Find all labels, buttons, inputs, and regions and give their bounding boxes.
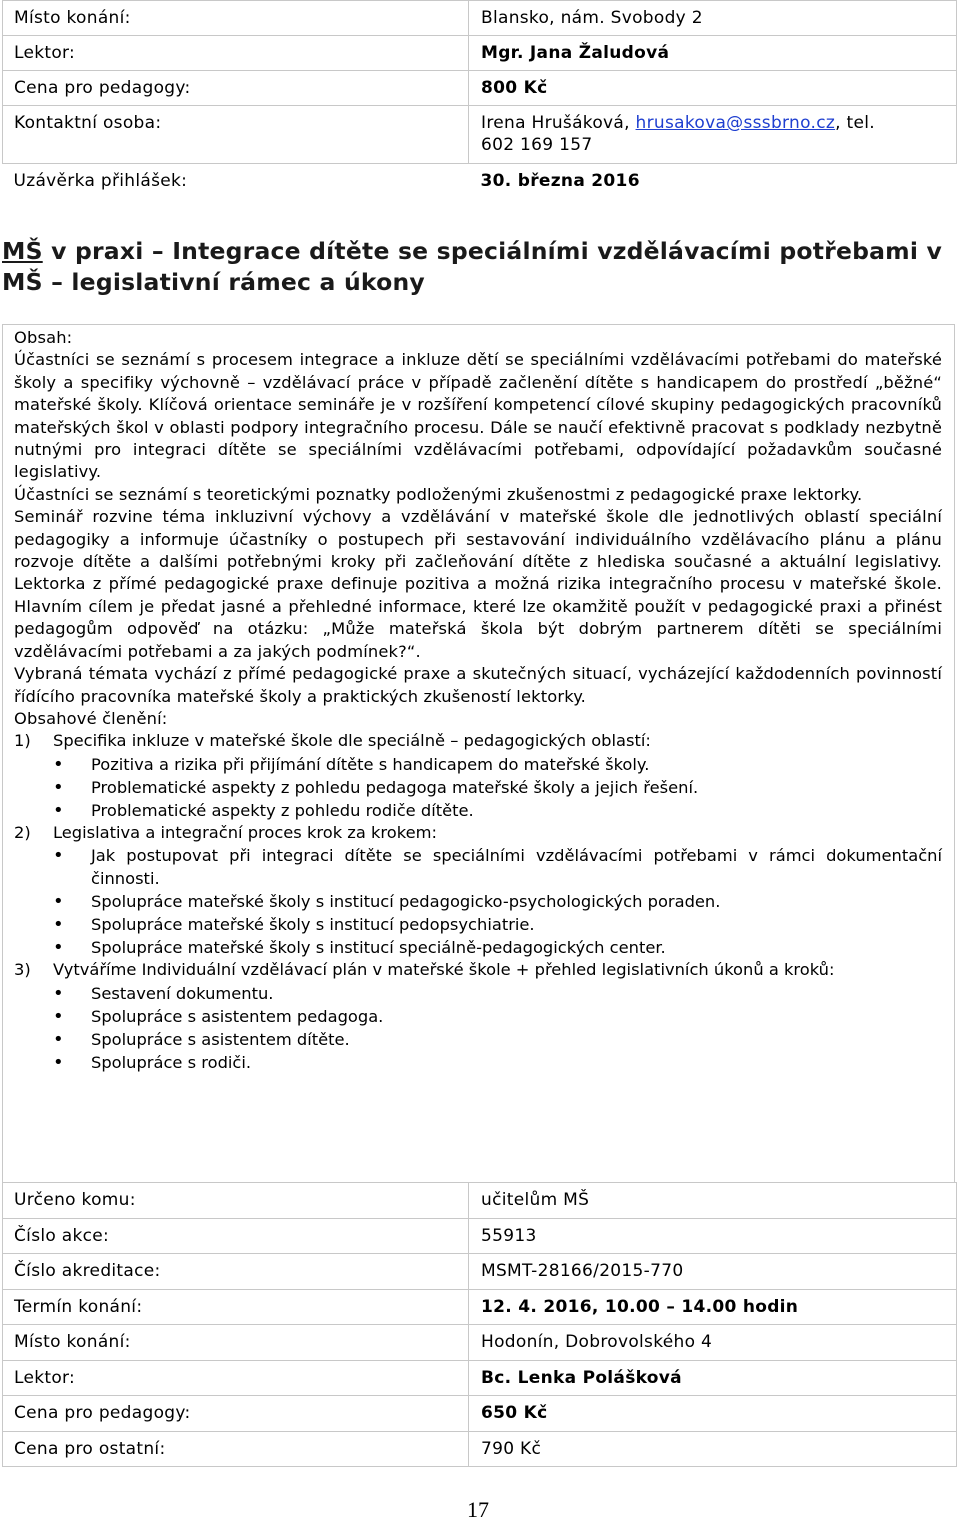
info-row-lecturer bbox=[3, 36, 957, 71]
audience-value: učitelům MŠ bbox=[469, 1183, 957, 1219]
info-row-event-number bbox=[3, 1218, 957, 1254]
info-row-contact bbox=[3, 106, 957, 164]
bullet-item: • Jak postupovat při integraci dítěte se speciálními vzdělávacími potřebami v rámci dokumentační činnosti. bbox=[53, 844, 942, 890]
bullet-item: • Sestavení dokumentu. bbox=[53, 982, 942, 1005]
lecturer-value: Bc. Lenka Polášková bbox=[469, 1360, 957, 1396]
audience-label: Určeno komu: bbox=[3, 1183, 469, 1219]
contact-tel-prefix: , tel. bbox=[835, 113, 875, 133]
info-row-date bbox=[3, 1289, 957, 1325]
contact-email-link[interactable]: hrusakova@sssbrno.cz bbox=[635, 113, 836, 133]
outline-section bbox=[14, 822, 942, 959]
content-paragraph-4: Vybraná témata vychází z přímé pedagogické praxe a skutečných situací, vycházející každodenních povinností řídícího pracovníka mateřské školy a praktických zkušeností lektorky. bbox=[14, 664, 942, 706]
content-paragraph-1: Účastníci se seznámí s procesem integrace a inkluze dětí se speciálními vzdělávacími potřebami do mateřské školy a specifiky výchovně – vzdělávací práce v případě začlenění dítěte s handicapem do prostředí „běžné“ mateřské školy. Klíčová orientace semináře je v rozšíření kompetencí cílové skupiny pedagogických pracovníků mateřských škol v oblasti podpory integračního procesu. Dále se naučí efektivně pracovat s podklady nezbytně nutnými pro integraci dítěte se speciálními vzdělávacími potřebami, odpovídající požadavkům současné legislativy. bbox=[14, 350, 942, 482]
info-row-accreditation bbox=[3, 1254, 957, 1290]
price-others-value: 790 Kč bbox=[469, 1431, 957, 1467]
bullet-item: • Problematické aspekty z pohledu rodiče dítěte. bbox=[53, 799, 942, 822]
bullet-item: • Spolupráce s asistentem pedagoga. bbox=[53, 1005, 942, 1028]
place-label: Místo konání: bbox=[3, 1, 469, 36]
bullet-item: • Problematické aspekty z pohledu pedagoga mateřské školy a jejich řešení. bbox=[53, 776, 942, 799]
lecturer-value: Mgr. Jana Žaludová bbox=[469, 36, 957, 71]
bullet-item: • Spolupráce mateřské školy s institucí pedopsychiatrie. bbox=[53, 913, 942, 936]
bottom-info-table bbox=[2, 1182, 957, 1467]
content-paragraph-2: Účastníci se seznámí s teoretickými poznatky podloženými zkušenostmi z pedagogické praxe lektorky. bbox=[14, 484, 863, 504]
event-number-value: 55913 bbox=[469, 1218, 957, 1254]
accreditation-value: MSMT-28166/2015-770 bbox=[469, 1254, 957, 1290]
section-number: 1) bbox=[14, 731, 31, 751]
bullet-item: • Spolupráce s asistentem dítěte. bbox=[53, 1028, 942, 1051]
course-title-text: v praxi – Integrace dítěte se speciálními vzdělávacími potřebami v MŠ – legislativní rámec a úkony bbox=[2, 237, 943, 296]
section-bullets bbox=[53, 982, 942, 1074]
price-others-label: Cena pro ostatní: bbox=[3, 1431, 469, 1467]
info-row-price-teachers bbox=[3, 1396, 957, 1432]
contact-phone: 602 169 157 bbox=[481, 135, 593, 155]
info-row-audience bbox=[3, 1183, 957, 1219]
top-info-table bbox=[2, 0, 957, 199]
event-number-label: Číslo akce: bbox=[3, 1218, 469, 1254]
contact-name: Irena Hrušáková, bbox=[481, 113, 630, 133]
outline-section bbox=[14, 959, 942, 1073]
outline-section bbox=[14, 730, 942, 821]
info-row-price bbox=[3, 71, 957, 106]
accreditation-label: Číslo akreditace: bbox=[3, 1254, 469, 1290]
content-paragraph-3: Seminář rozvine téma inkluzivní výchovy a vzdělávání v mateřské škole dle jednotlivých oblastí speciální pedagogiky a informuje účastníky o postupech při sestavování individuálního vzdělávacího plánu a plánu rozvoje dítěte a dalšími potřebnými kroky při začleňování dítěte z hlediska současné a aktuální legislativy. Lektorka z přímé pedagogické praxe definuje pozitiva a možná rizika integračního procesu v mateřské škole. Hlavním cílem je předat jasné a přehledné informace, které lze okamžitě použít v pedagogické praxi a přinést pedagogům odpověď na otázku: „Může mateřská škola být dobrým partnerem dítěti se speciálními vzdělávacími potřebami a za jakých podmínek?“. bbox=[14, 507, 942, 661]
section-bullets bbox=[53, 753, 942, 822]
contact-value bbox=[469, 106, 957, 164]
deadline-label: Uzávěrka přihlášek: bbox=[13, 171, 188, 191]
bullet-item: • Spolupráce mateřské školy s institucí speciálně-pedagogických center. bbox=[53, 936, 942, 959]
price-label: Cena pro pedagogy: bbox=[3, 71, 469, 106]
bullet-item: • Spolupráce mateřské školy s institucí pedagogicko-psychologických poraden. bbox=[53, 890, 942, 913]
page-number: 17 bbox=[467, 1497, 489, 1522]
price-teachers-value: 650 Kč bbox=[469, 1396, 957, 1432]
lecturer-label: Lektor: bbox=[3, 36, 469, 71]
place-value: Blansko, nám. Svobody 2 bbox=[469, 1, 957, 36]
section-number: 3) bbox=[14, 960, 31, 980]
price-teachers-label: Cena pro pedagogy: bbox=[3, 1396, 469, 1432]
contact-label: Kontaktní osoba: bbox=[3, 106, 469, 164]
course-content-box bbox=[2, 324, 955, 1183]
date-label: Termín konání: bbox=[3, 1289, 469, 1325]
section-title: Vytváříme Individuální vzdělávací plán v mateřské škole + přehled legislativních úkonů a kroků: bbox=[53, 960, 835, 980]
deadline-value: 30. března 2016 bbox=[480, 171, 640, 191]
price-value: 800 Kč bbox=[469, 71, 957, 106]
date-value: 12. 4. 2016, 10.00 – 14.00 hodin bbox=[469, 1289, 957, 1325]
content-label: Obsah: bbox=[14, 328, 73, 347]
info-row-deadline bbox=[3, 164, 957, 199]
outline-sections bbox=[14, 730, 942, 1073]
outline-label: Obsahové členění: bbox=[14, 708, 168, 728]
bullet-item: • Pozitiva a rizika při přijímání dítěte s handicapem do mateřské školy. bbox=[53, 753, 942, 776]
lecturer-label: Lektor: bbox=[3, 1360, 469, 1396]
course-title-abbr: MŠ bbox=[2, 237, 43, 265]
section-title: Specifika inkluze v mateřské škole dle speciálně – pedagogických oblastí: bbox=[53, 731, 651, 751]
section-title: Legislativa a integrační proces krok za krokem: bbox=[53, 822, 437, 842]
place-label: Místo konání: bbox=[3, 1325, 469, 1361]
bullet-item: • Spolupráce s rodiči. bbox=[53, 1051, 942, 1074]
info-row-lecturer bbox=[3, 1360, 957, 1396]
info-row-place bbox=[3, 1325, 957, 1361]
section-number: 2) bbox=[14, 822, 31, 842]
place-value: Hodonín, Dobrovolského 4 bbox=[469, 1325, 957, 1361]
info-row-place bbox=[3, 1, 957, 36]
info-row-price-others bbox=[3, 1431, 957, 1467]
course-title bbox=[2, 236, 952, 298]
section-bullets bbox=[53, 844, 942, 959]
